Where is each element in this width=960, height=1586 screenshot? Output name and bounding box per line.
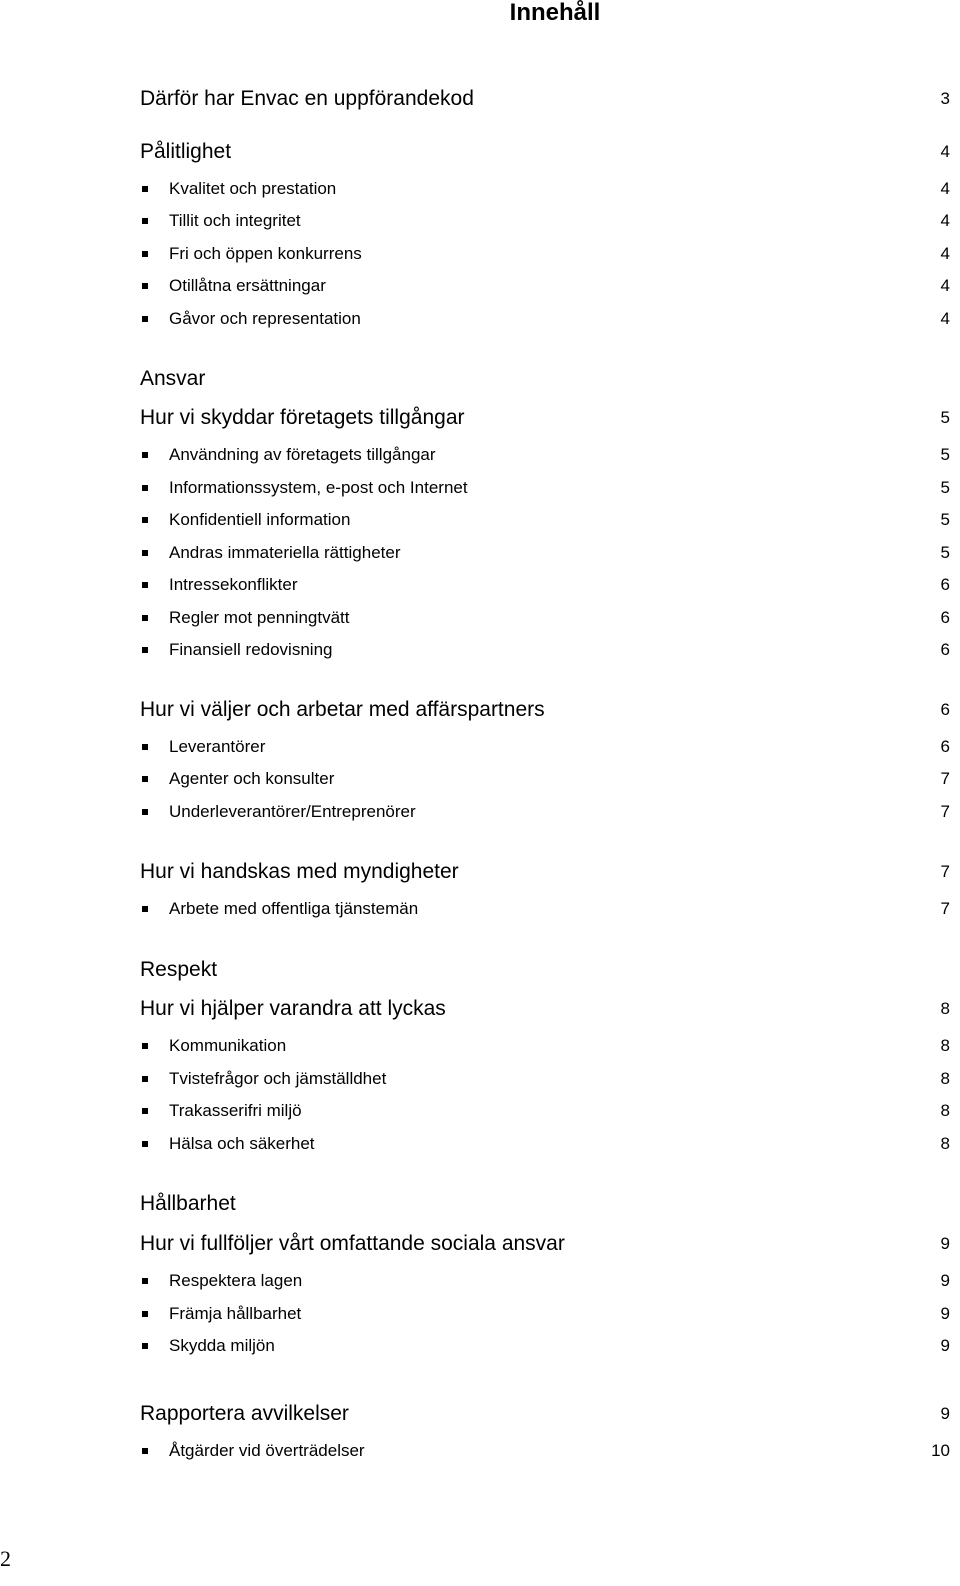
toc-page-number: 9 [940, 1336, 950, 1355]
toc-item-label: Arbete med offentliga tjänstemän [140, 899, 418, 919]
toc-item-label: Finansiell redovisning [140, 640, 332, 660]
toc-item[interactable] [140, 209, 950, 233]
toc-heading-label: Pålitlighet [140, 140, 232, 163]
toc-heading[interactable] [140, 1190, 950, 1218]
toc-page-number: 6 [940, 640, 950, 659]
toc-page-number: 9 [940, 1234, 950, 1253]
toc-item-label: Tillit och integritet [140, 211, 301, 231]
toc-item-label: Hälsa och säkerhet [140, 1134, 315, 1154]
toc-page-number: 6 [940, 737, 950, 756]
toc-item-label: Åtgärder vid överträdelser [140, 1441, 365, 1461]
toc-page-number: 6 [940, 700, 950, 719]
toc-page-number: 5 [940, 478, 950, 497]
toc-heading-label: Rapportera avvilkelser [140, 1402, 349, 1425]
toc-page-number: 8 [940, 1101, 950, 1120]
toc-heading[interactable] [140, 1230, 950, 1258]
toc-heading-label: Därför har Envac en uppförandekod [140, 87, 474, 110]
toc-item-label: Fri och öppen konkurrens [140, 244, 362, 264]
toc-item[interactable] [140, 1334, 950, 1358]
toc-item-label: Underleverantörer/Entreprenörer [140, 802, 416, 822]
toc-page-number: 4 [940, 244, 950, 263]
toc-item-label: Respektera lagen [140, 1271, 302, 1291]
toc-item[interactable] [140, 1067, 950, 1091]
toc-item[interactable] [140, 1302, 950, 1326]
toc-item-label: Tvistefrågor och jämställdhet [140, 1069, 386, 1089]
toc-item[interactable] [140, 177, 950, 201]
toc-page-number: 5 [940, 543, 950, 562]
toc-page-number: 7 [940, 769, 950, 788]
toc-item[interactable] [140, 606, 950, 630]
toc-item[interactable] [140, 508, 950, 532]
toc-page-number: 9 [940, 1271, 950, 1290]
toc-item-label: Kvalitet och prestation [140, 179, 336, 199]
toc-heading-label: Hur vi handskas med myndigheter [140, 860, 459, 883]
toc-heading-label: Hållbarhet [140, 1192, 236, 1215]
toc-page-number: 4 [940, 309, 950, 328]
toc-heading[interactable] [140, 138, 950, 166]
toc-heading-label: Hur vi skyddar företagets tillgångar [140, 406, 465, 429]
toc-page-number: 6 [940, 608, 950, 627]
toc-page-number: 7 [940, 899, 950, 918]
toc-item-label: Främja hållbarhet [140, 1304, 301, 1324]
toc-page-number: 5 [940, 510, 950, 529]
toc-title: Innehåll [509, 0, 601, 26]
toc-page-number: 5 [940, 445, 950, 464]
toc-heading[interactable] [140, 956, 950, 984]
toc-item-label: Trakasserifri miljö [140, 1101, 302, 1121]
toc-page-number: 4 [940, 211, 950, 230]
toc-item-label: Gåvor och representation [140, 309, 361, 329]
toc-item-label: Agenter och konsulter [140, 769, 334, 789]
toc-item-label: Leverantörer [140, 737, 265, 757]
toc-item-label: Skydda miljön [140, 1336, 275, 1356]
toc-item-label: Kommunikation [140, 1036, 286, 1056]
page-number: 2 [0, 1546, 11, 1571]
toc-item-label: Intressekonflikter [140, 575, 298, 595]
toc-heading-label: Hur vi fullföljer vårt omfattande sociala ansvar [140, 1232, 565, 1255]
toc-heading-label: Respekt [140, 958, 218, 981]
toc-item[interactable] [140, 573, 950, 597]
toc-page-number: 9 [940, 1304, 950, 1323]
toc-heading[interactable] [140, 1400, 950, 1428]
toc-heading[interactable] [140, 404, 950, 432]
toc-item-label: Andras immateriella rättigheter [140, 543, 400, 563]
toc-item[interactable] [140, 1132, 950, 1156]
toc-heading-label: Ansvar [140, 367, 206, 390]
toc-item-label: Konfidentiell information [140, 510, 350, 530]
toc-heading-label: Hur vi hjälper varandra att lyckas [140, 997, 446, 1020]
toc-item[interactable] [140, 1099, 950, 1123]
toc-item[interactable] [140, 638, 950, 662]
toc-heading[interactable] [140, 995, 950, 1023]
toc-item-label: Regler mot penningtvätt [140, 608, 350, 628]
toc-page-number: 6 [940, 575, 950, 594]
toc-page-number: 4 [940, 142, 950, 161]
toc-item[interactable] [140, 274, 950, 298]
toc-page-number: 8 [940, 999, 950, 1018]
toc-page-number: 3 [940, 89, 950, 108]
toc-page-number: 10 [931, 1441, 950, 1460]
toc-heading-label: Hur vi väljer och arbetar med affärspartners [140, 698, 545, 721]
toc-page-number: 5 [940, 408, 950, 427]
toc-item[interactable] [140, 1269, 950, 1293]
toc-page-number: 8 [940, 1036, 950, 1055]
toc-page-number: 8 [940, 1069, 950, 1088]
toc-heading[interactable] [140, 858, 950, 886]
toc-item[interactable] [140, 242, 950, 266]
toc-item[interactable] [140, 307, 950, 331]
toc-item-label: Användning av företagets tillgångar [140, 445, 436, 465]
toc-item[interactable] [140, 1034, 950, 1058]
toc-item[interactable] [140, 476, 950, 500]
toc-item[interactable] [140, 735, 950, 759]
toc-item[interactable] [140, 767, 950, 791]
toc-page-number: 9 [940, 1404, 950, 1423]
toc-heading[interactable] [140, 365, 950, 393]
toc-item-label: Informationssystem, e-post och Internet [140, 478, 468, 498]
toc-item[interactable] [140, 800, 950, 824]
toc-item[interactable] [140, 541, 950, 565]
toc-page-number: 8 [940, 1134, 950, 1153]
toc-heading[interactable] [140, 85, 950, 113]
toc-page-number: 4 [940, 276, 950, 295]
toc-item[interactable] [140, 443, 950, 467]
toc-item-label: Otillåtna ersättningar [140, 276, 326, 296]
toc-item[interactable] [140, 1439, 950, 1463]
toc-page-number: 4 [940, 179, 950, 198]
toc-page-number: 7 [940, 802, 950, 821]
toc-heading[interactable] [140, 696, 950, 724]
toc-item[interactable] [140, 897, 950, 921]
toc-page-number: 7 [940, 862, 950, 881]
